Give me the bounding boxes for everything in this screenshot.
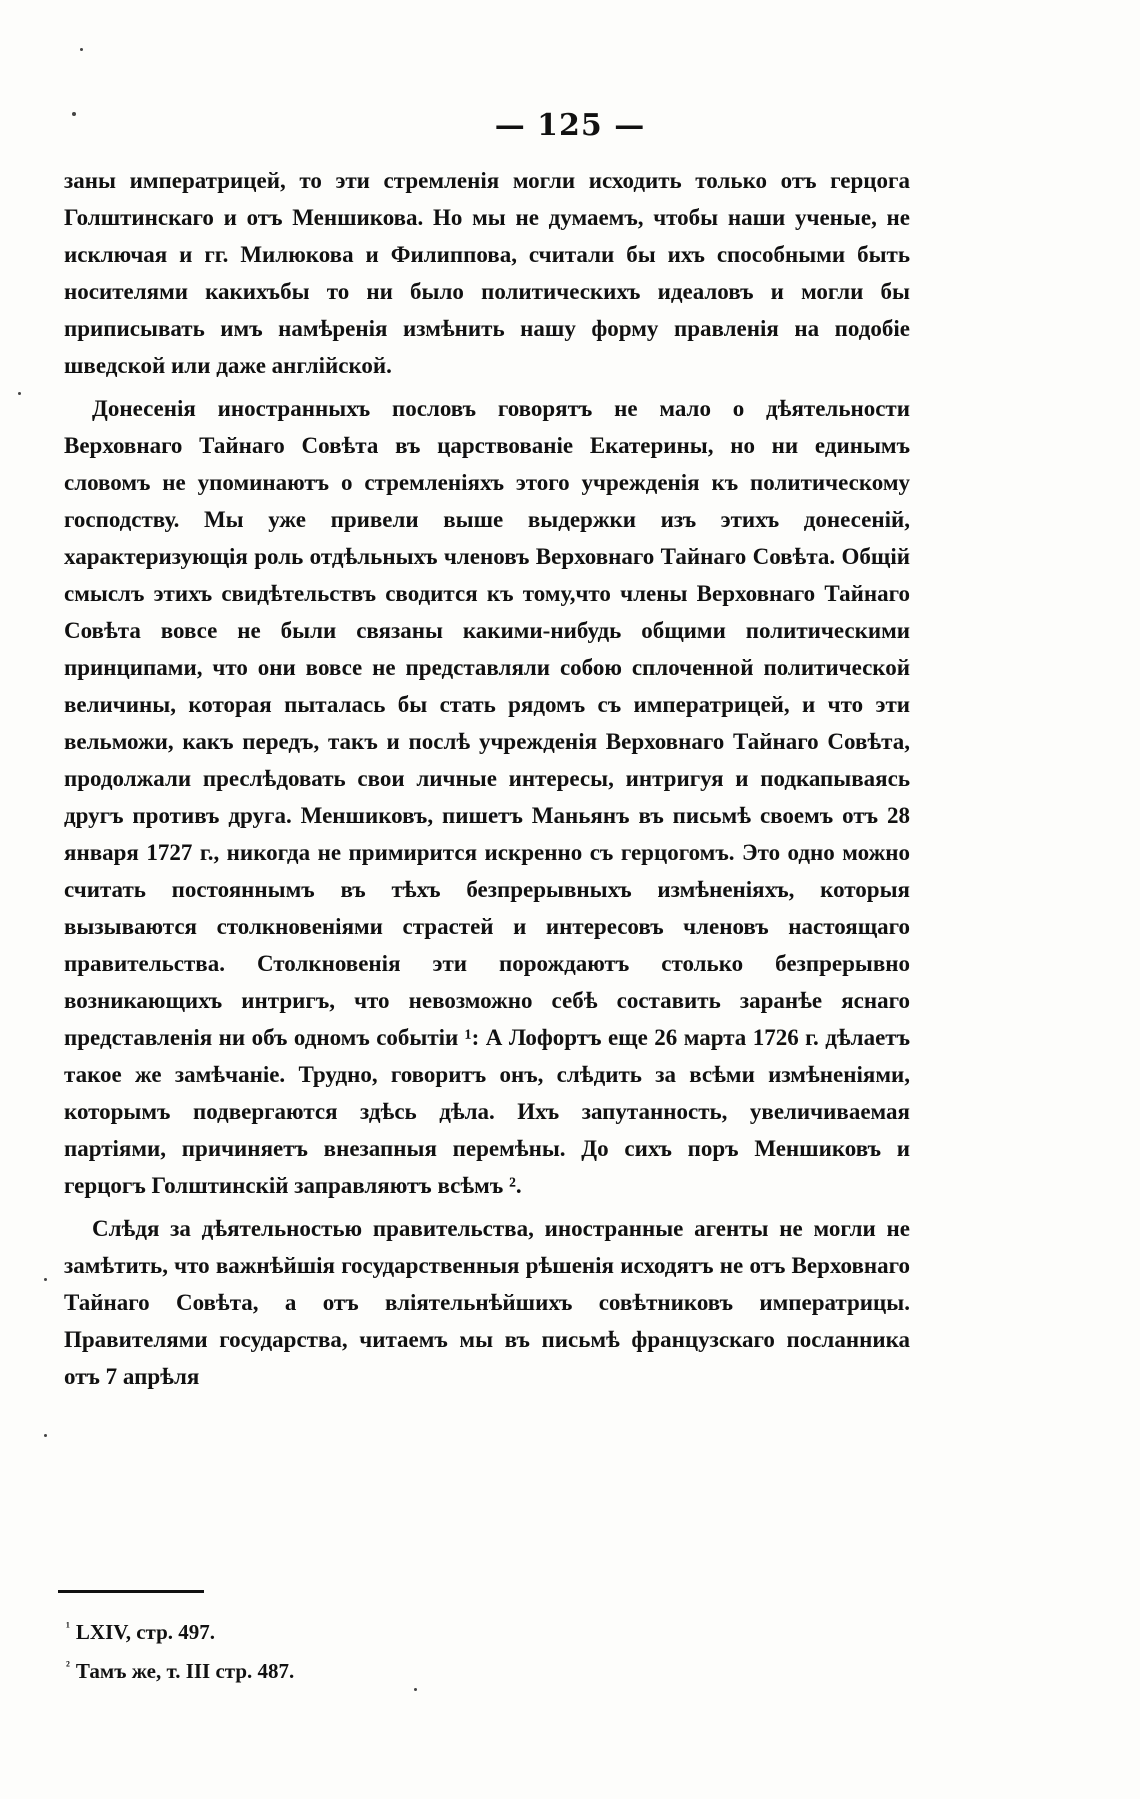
page-number: — 125 — [494, 108, 646, 143]
scan-speck [414, 1688, 417, 1691]
paragraph-1: заны императрицей, то эти стремленія могли исходить только отъ герцога Голштинскаго и отъ Меншикова. Но мы не думаемъ, чтобы наши ученые, не исключая и гг. Милюкова и Филиппова, считали бы ихъ способными быть носителями какихъбы то ни было политическихъ идеаловъ и могли бы приписывать имъ намѣренія измѣнить нашу форму правленія на подобіе шведской или даже англійской. [64, 168, 910, 378]
scan-speck [72, 112, 76, 116]
footnote-separator [58, 1590, 204, 1593]
paragraph-3: Слѣдя за дѣятельностью правительства, иностранные агенты не могли не замѣтить, что важнѣйшія государственныя рѣшенія исходятъ не отъ Верховнаго Тайнаго Совѣта, а отъ вліятельнѣйшихъ совѣтниковъ императрицы. Правителями государства, читаемъ мы въ письмѣ французскаго посланника отъ 7 апрѣля [64, 1216, 910, 1389]
body-text [64, 162, 910, 1395]
footnotes [66, 1610, 666, 1688]
footnote-text: Тамъ же, т. III стр. 487. [75, 1659, 295, 1683]
paragraph-2: Донесенія иностранныхъ пословъ говорятъ не мало о дѣятельности Верховнаго Тайнаго Совѣта въ царствованіе Екатерины, но ни единымъ словомъ не упоминаютъ о стремленіяхъ этого учрежденія къ политическому господству. Мы уже привели выше выдержки изъ этихъ донесеній, характеризующія роль отдѣльныхъ членовъ Верховнаго Тайнаго Совѣта. Общій смыслъ этихъ свидѣтельствъ сводится къ тому,что члены Верховнаго Тайнаго Совѣта вовсе не были связаны какими-нибудь общими политическими принципами, что они вовсе не представляли собою сплоченной политической величины, которая пыталась бы стать рядомъ съ императрицей, и что эти вельможи, какъ передъ, такъ и послѣ учрежденія Верховнаго Тайнаго Совѣта, продолжали преслѣдовать свои личные интересы, интригуя и подкапываясь другъ противъ друга. Меншиковъ, пишетъ Маньянъ въ письмѣ своемъ отъ 28 января 1727 г., никогда не примирится искренно съ герцогомъ. Это одно можно считать постояннымъ въ тѣхъ безпрерывныхъ измѣненіяхъ, которыя вызываются столкновеніями страстей и интересовъ членовъ настоящаго правительства. Столкновенія эти порождаютъ столько безпрерывно возникающихъ интригъ, что невозможно себѣ составить заранѣе яснаго представленія ни объ одномъ событіи ¹: А Лофортъ еще 26 марта 1726 г. дѣлаетъ такое же замѣчаніе. Трудно, говоритъ онъ, слѣдить за всѣми измѣненіями, которымъ подвергаются здѣсь дѣла. Ихъ запутанность, увеличиваемая партіями, причиняетъ внезапныя перемѣны. До сихъ поръ Меншиковъ и герцогъ Голштинскій заправляютъ всѣмъ ². [64, 396, 910, 1198]
scan-speck [44, 1278, 47, 1281]
footnote-1 [66, 1610, 666, 1649]
footnote-text: LXIV, стр. 497. [75, 1620, 216, 1644]
footnote-mark: ¹ [66, 1619, 70, 1634]
scan-speck [80, 48, 83, 51]
scan-speck [44, 1434, 47, 1437]
footnote-2 [66, 1649, 666, 1688]
scan-speck [18, 392, 21, 395]
footnote-mark: ² [66, 1658, 70, 1673]
